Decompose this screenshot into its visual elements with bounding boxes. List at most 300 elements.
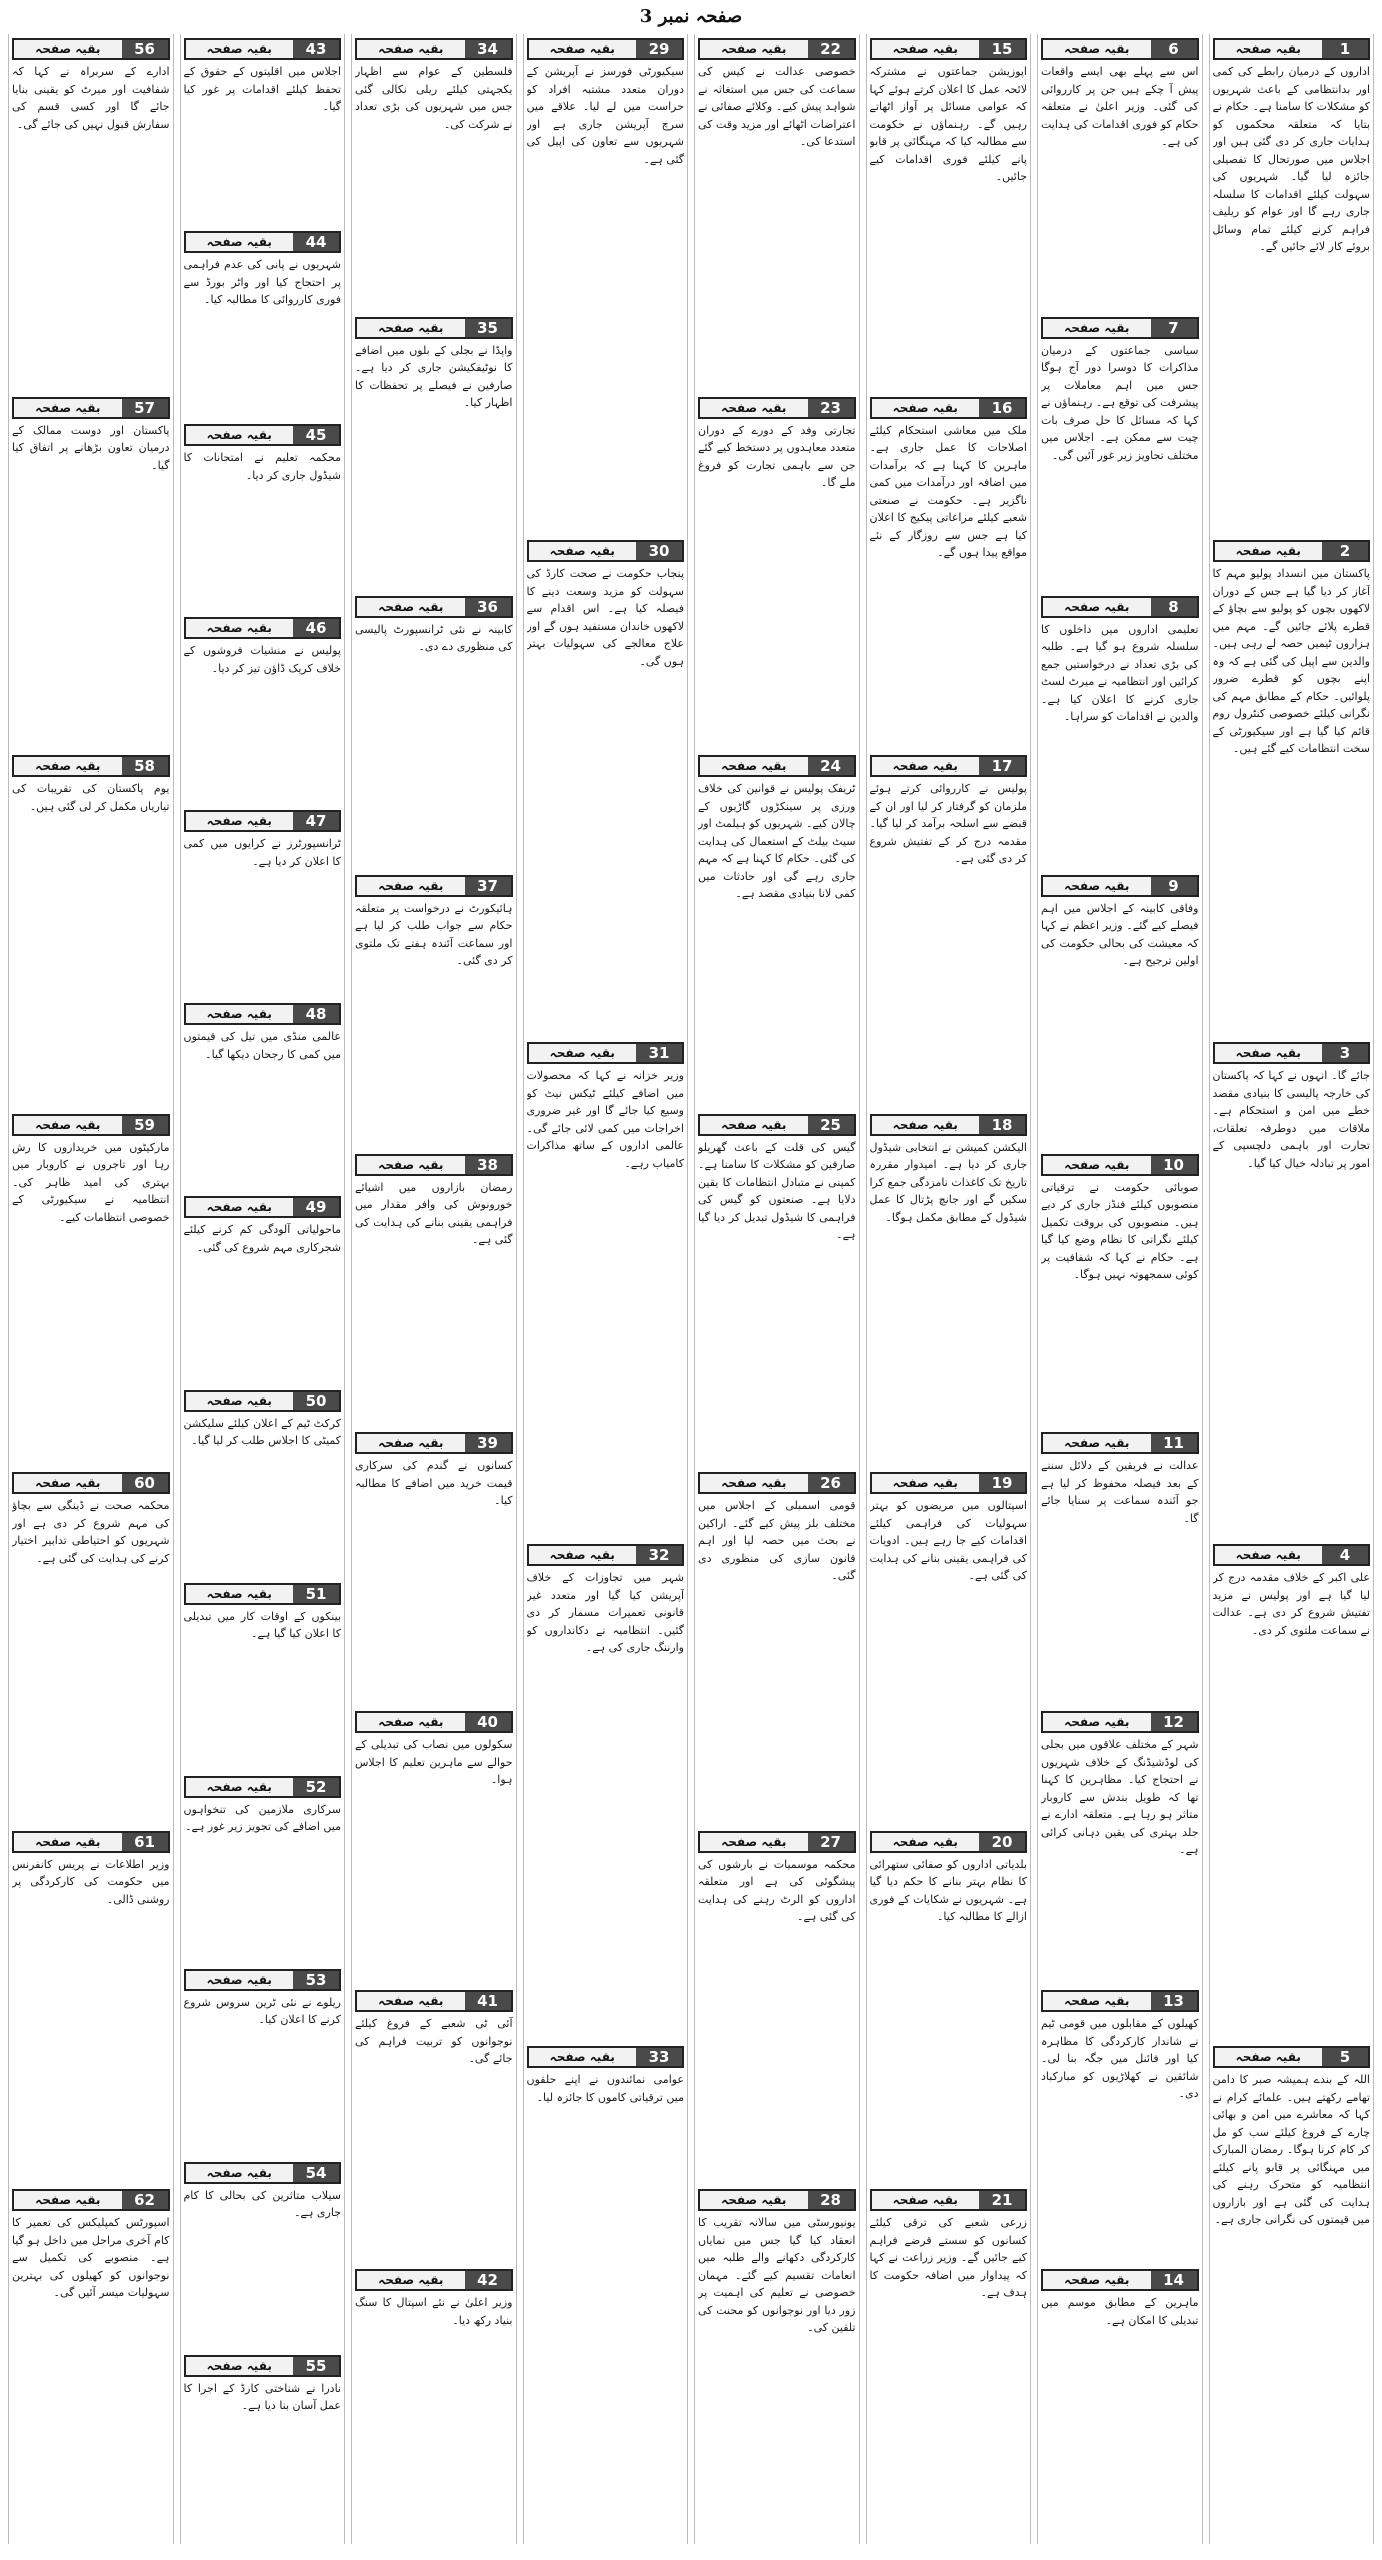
item-header — [184, 38, 342, 60]
news-column — [180, 34, 346, 2544]
item-label: بقیہ صفحہ — [700, 40, 808, 58]
news-item — [184, 1579, 342, 1772]
item-header — [355, 875, 513, 897]
item-body: کابینہ نے نئی ٹرانسپورٹ پالیسی کی منظوری دے دی۔ — [355, 622, 513, 654]
item-body: پاکستان اور دوست ممالک کے درمیان تعاون بڑھانے پر اتفاق کیا گیا۔ — [12, 423, 170, 472]
item-label: بقیہ صفحہ — [357, 319, 465, 337]
item-body: نادرا نے شناختی کارڈ کے اجرا کا عمل آسان بنا دیا ہے۔ — [183, 2381, 341, 2413]
item-label: بقیہ صفحہ — [1043, 2271, 1151, 2289]
item-number: 28 — [808, 2191, 854, 2209]
news-item — [527, 34, 685, 536]
item-body: رمضان بازاروں میں اشیائے خورونوش کی وافر مقدار میں فراہمی یقینی بنانے کی ہدایت کی گئی ہے۔ — [355, 1180, 513, 1247]
item-label: بقیہ صفحہ — [14, 40, 122, 58]
item-body: بینکوں کے اوقات کار میں تبدیلی کا اعلان کیا گیا ہے۔ — [183, 1609, 341, 1641]
item-header — [12, 1831, 170, 1853]
item-number: 49 — [293, 1198, 339, 1216]
item-header — [1213, 1042, 1371, 1064]
item-body: کسانوں نے گندم کی سرکاری قیمت خرید میں اضافے کا مطالبہ کیا۔ — [355, 1459, 513, 1508]
item-body: اللہ کے بندے ہمیشہ صبر کا دامن تھامے رکھتے ہیں۔ علمائے کرام نے کہا کہ معاشرے میں امن و بھائی چارے کے فروغ کیلئے سب کو مل کر کام کرنا ہوگا۔ رمضان المبارک میں مہنگائی پر قابو پانے کیلئے انتظامیہ کو متحرک رہنے کی ہدایت کی گئی ہے اور بازاروں میں قیمتوں کی نگرانی جاری ہے۔ — [1212, 2073, 1370, 2226]
item-body: الیکشن کمیشن نے انتخابی شیڈول جاری کر دیا ہے۔ امیدوار مقررہ تاریخ تک کاغذات نامزدگی جمع کرا سکیں گے اور جانچ پڑتال کا عمل شیڈول کے مطابق مکمل ہوگا۔ — [869, 1140, 1027, 1224]
item-body: صوبائی حکومت نے ترقیاتی منصوبوں کیلئے فنڈز جاری کر دیے ہیں۔ منصوبوں کی بروقت تکمیل کیلئے نگرانی کا نظام وضع کیا گیا ہے۔ حکام نے کہا کہ شفافیت پر کوئی سمجھوتہ نہیں ہوگا۔ — [1041, 1180, 1199, 1282]
item-header — [1041, 317, 1199, 339]
news-item — [1041, 2265, 1199, 2544]
item-header — [184, 231, 342, 253]
item-body: اپوزیشن جماعتوں نے مشترکہ لائحہ عمل کا اعلان کرتے ہوئے کہا کہ عوامی مسائل پر آواز اٹھاتے رہیں گے۔ رہنماؤں نے حکومت سے مطالبہ کیا کہ مہنگائی پر قابو پانے کیلئے فوری اقدامات کیے جائیں۔ — [869, 65, 1027, 183]
item-label: بقیہ صفحہ — [357, 598, 465, 616]
news-column — [866, 34, 1032, 2544]
news-item — [12, 393, 170, 752]
item-header — [355, 38, 513, 60]
news-item — [870, 2185, 1028, 2544]
item-number: 22 — [808, 40, 854, 58]
item-label: بقیہ صفحہ — [872, 1474, 980, 1492]
item-label: بقیہ صفحہ — [14, 2191, 122, 2209]
item-number: 19 — [979, 1474, 1025, 1492]
news-item — [1041, 313, 1199, 592]
item-header — [870, 755, 1028, 777]
item-header — [1041, 1432, 1199, 1454]
item-label: بقیہ صفحہ — [872, 1116, 980, 1134]
news-item — [355, 1986, 513, 2265]
item-body: سیلاب متاثرین کی بحالی کا کام جاری ہے۔ — [183, 2188, 341, 2220]
news-item — [184, 613, 342, 806]
item-body: سرکاری ملازمین کی تنخواہوں میں اضافے کی تجویز زیر غور ہے۔ — [183, 1802, 341, 1834]
item-label: بقیہ صفحہ — [1043, 319, 1151, 337]
news-item — [355, 592, 513, 871]
item-body: پاکستان میں انسداد پولیو مہم کا آغاز کر دیا گیا ہے جس کے دوران لاکھوں بچوں کو پولیو سے بچاؤ کے قطرے پلائے جائیں گے۔ مہم میں ہزاروں ٹیمیں حصہ لے رہی ہیں۔ والدین سے اپیل کی گئی ہے کہ وہ اپنے بچوں کو قطرے ضرور پلوائیں۔ حکام کے مطابق مہم کی نگرانی کیلئے خصوصی کنٹرول روم قائم کیا گیا ہے اور سیکیورٹی کے سخت انتظامات کیے گئے ہیں۔ — [1212, 567, 1370, 755]
item-number: 16 — [979, 399, 1025, 417]
item-body: سکولوں میں نصاب کی تبدیلی کے حوالے سے ماہرین تعلیم کا اجلاس ہوا۔ — [355, 1738, 513, 1787]
item-number: 55 — [293, 2357, 339, 2375]
item-header — [698, 38, 856, 60]
item-label: بقیہ صفحہ — [357, 1713, 465, 1731]
news-item — [184, 227, 342, 420]
item-label: بقیہ صفحہ — [700, 399, 808, 417]
item-number: 1 — [1322, 40, 1368, 58]
item-body: پنجاب حکومت نے صحت کارڈ کی سہولت کو مزید وسعت دینے کا فیصلہ کیا ہے۔ اس اقدام سے لاکھوں خاندان مستفید ہوں گے اور علاج معالجے کی سہولیات بہتر ہوں گی۔ — [526, 567, 684, 668]
item-body: ہائیکورٹ نے درخواست پر متعلقہ حکام سے جواب طلب کر لیا ہے اور سماعت آئندہ ہفتے تک ملتوی کر دی گئی۔ — [355, 901, 513, 968]
item-header — [12, 397, 170, 419]
news-item — [870, 34, 1028, 393]
item-body: محکمہ موسمیات نے بارشوں کی پیشگوئی کی ہے اور متعلقہ اداروں کو الرٹ رہنے کی ہدایت کی گئی ہے۔ — [698, 1857, 856, 1924]
item-number: 14 — [1151, 2271, 1197, 2289]
news-item — [1041, 871, 1199, 1150]
item-header — [527, 1544, 685, 1566]
news-item — [1213, 1038, 1371, 1540]
item-number: 41 — [465, 1992, 511, 2010]
item-body: محکمہ صحت نے ڈینگی سے بچاؤ کی مہم شروع کر دی ہے اور شہریوں کو احتیاطی تدابیر اختیار کرنے کی ہدایت کی گئی ہے۔ — [12, 1499, 170, 1565]
item-label: بقیہ صفحہ — [186, 1585, 294, 1603]
item-body: تعلیمی اداروں میں داخلوں کا سلسلہ شروع ہو گیا ہے۔ طلبہ کی بڑی تعداد نے درخواستیں جمع کرائیں اور انتظامیہ نے میرٹ لسٹ جاری کرنے کا اعلان کیا ہے۔ والدین نے اقدامات کو سراہا۔ — [1041, 622, 1199, 724]
item-body: ماہرین کے مطابق موسم میں تبدیلی کا امکان ہے۔ — [1041, 2296, 1199, 2327]
news-item — [1041, 1707, 1199, 1986]
news-item — [12, 751, 170, 1110]
item-label: بقیہ صفحہ — [14, 1474, 122, 1492]
news-item — [1041, 1428, 1199, 1707]
item-body: سیکیورٹی فورسز نے آپریشن کے دوران متعدد مشتبہ افراد کو حراست میں لے لیا۔ علاقے میں سرچ آپریشن جاری ہے اور شہریوں سے تعاون کی اپیل کی گئی ہے۔ — [526, 65, 684, 166]
news-item — [184, 1386, 342, 1579]
item-body: شہر کے مختلف علاقوں میں بجلی کی لوڈشیڈنگ کے خلاف شہریوں نے احتجاج کیا۔ مظاہرین کا کہنا تھا کہ طویل بندش سے کاروبار متاثر ہو رہا ہے۔ متعلقہ ادارے نے جلد بہتری کی یقین دہانی کرائی ہے۔ — [1041, 1738, 1199, 1857]
item-number: 34 — [465, 40, 511, 58]
item-header — [698, 755, 856, 777]
item-number: 25 — [808, 1116, 854, 1134]
item-label: بقیہ صفحہ — [186, 1392, 294, 1410]
item-label: بقیہ صفحہ — [1043, 1713, 1151, 1731]
news-item — [1213, 1540, 1371, 2042]
news-column — [1037, 34, 1203, 2544]
item-label: بقیہ صفحہ — [14, 1116, 122, 1134]
item-body: ریلوے نے نئی ٹرین سروس شروع کرنے کا اعلان کیا۔ — [183, 1995, 341, 2027]
item-label: بقیہ صفحہ — [1043, 877, 1151, 895]
news-item — [527, 1038, 685, 1540]
news-item — [698, 34, 856, 393]
news-item — [355, 1707, 513, 1986]
item-body: اسپتالوں میں مریضوں کو بہتر سہولیات کی فراہمی کیلئے اقدامات کیے جا رہے ہیں۔ ادویات کی فراہمی یقینی بنانے کی ہدایت کی گئی ہے۔ — [869, 1499, 1027, 1583]
item-label: بقیہ صفحہ — [700, 1116, 808, 1134]
columns-container — [8, 34, 1374, 2544]
item-header — [698, 1114, 856, 1136]
item-label: بقیہ صفحہ — [1043, 598, 1151, 616]
news-item — [1213, 2042, 1371, 2544]
news-item — [184, 420, 342, 613]
item-label: بقیہ صفحہ — [14, 1833, 122, 1851]
item-number: 11 — [1151, 1434, 1197, 1452]
item-label: بقیہ صفحہ — [529, 542, 637, 560]
item-label: بقیہ صفحہ — [14, 757, 122, 775]
item-label: بقیہ صفحہ — [186, 1198, 294, 1216]
item-header — [355, 317, 513, 339]
item-header — [527, 2046, 685, 2068]
item-body: وزیر اعلیٰ نے نئے اسپتال کا سنگ بنیاد رکھ دیا۔ — [355, 2296, 513, 2327]
item-number: 24 — [808, 757, 854, 775]
item-number: 45 — [293, 426, 339, 444]
news-item — [698, 751, 856, 1110]
item-header — [184, 424, 342, 446]
item-number: 51 — [293, 1585, 339, 1603]
item-header — [698, 1831, 856, 1853]
item-header — [527, 1042, 685, 1064]
news-item — [184, 2158, 342, 2351]
item-number: 32 — [636, 1546, 682, 1564]
item-number: 62 — [122, 2191, 168, 2209]
item-label: بقیہ صفحہ — [700, 2191, 808, 2209]
item-label: بقیہ صفحہ — [1043, 40, 1151, 58]
news-item — [184, 1965, 342, 2158]
item-number: 3 — [1322, 1044, 1368, 1062]
item-number: 37 — [465, 877, 511, 895]
item-body: محکمہ تعلیم نے امتحانات کا شیڈول جاری کر دیا۔ — [183, 451, 341, 482]
item-number: 46 — [293, 619, 339, 637]
item-header — [355, 596, 513, 618]
news-item — [355, 2265, 513, 2544]
item-number: 59 — [122, 1116, 168, 1134]
item-number: 13 — [1151, 1992, 1197, 2010]
item-body: کھیلوں کے مقابلوں میں قومی ٹیم نے شاندار کارکردگی کا مظاہرہ کیا اور فائنل میں جگہ بنا لی۔ شائقین نے کھلاڑیوں کو مبارکباد دی۔ — [1041, 2017, 1199, 2101]
news-item — [698, 393, 856, 752]
news-item — [12, 2185, 170, 2544]
item-number: 50 — [293, 1392, 339, 1410]
item-body: جائے گا۔ انہوں نے کہا کہ پاکستان کی خارجہ پالیسی کا بنیادی مقصد خطے میں امن و استحکام ہے۔ ملاقات میں دوطرفہ تعلقات، تجارت اور باہمی دلچسپی کے امور پر تبادلہ خیال کیا گیا۔ — [1212, 1069, 1370, 1170]
item-header — [184, 1003, 342, 1025]
news-column — [8, 34, 174, 2544]
item-body: پولیس نے کارروائی کرتے ہوئے ملزمان کو گرفتار کر لیا اور ان کے قبضے سے اسلحہ برآمد کر لیا گیا۔ مقدمہ درج کر کے تفتیش شروع کر دی گئی ہے۔ — [869, 782, 1027, 866]
item-header — [184, 1969, 342, 1991]
item-body: قومی اسمبلی کے اجلاس میں مختلف بلز پیش کیے گئے۔ اراکین نے بحث میں حصہ لیا اور اہم قانون سازی کی منظوری دی گئی۔ — [698, 1499, 856, 1583]
item-header — [12, 1472, 170, 1494]
news-item — [870, 1468, 1028, 1827]
item-number: 54 — [293, 2164, 339, 2182]
news-item — [527, 1540, 685, 2042]
item-number: 47 — [293, 812, 339, 830]
item-label: بقیہ صفحہ — [186, 2357, 294, 2375]
item-header — [1213, 38, 1371, 60]
item-body: فلسطین کے عوام سے اظہار یکجہتی کیلئے ریلی نکالی گئی جس میں شہریوں کی بڑی تعداد نے شرکت کی۔ — [355, 65, 513, 131]
item-header — [184, 1196, 342, 1218]
item-header — [1041, 596, 1199, 618]
item-label: بقیہ صفحہ — [357, 1992, 465, 2010]
item-label: بقیہ صفحہ — [186, 40, 294, 58]
item-number: 58 — [122, 757, 168, 775]
news-item — [12, 1110, 170, 1469]
item-number: 2 — [1322, 542, 1368, 560]
item-label: بقیہ صفحہ — [700, 757, 808, 775]
item-label: بقیہ صفحہ — [1215, 1546, 1323, 1564]
item-header — [355, 1432, 513, 1454]
item-header — [12, 2189, 170, 2211]
item-header — [527, 38, 685, 60]
item-body: یونیورسٹی میں سالانہ تقریب کا انعقاد کیا گیا جس میں نمایاں کارکردگی دکھانے والے طلبہ میں انعامات تقسیم کیے گئے۔ مہمان خصوصی نے تعلیم کی اہمیت پر زور دیا اور نوجوانوں کو محنت کی تلقین کی۔ — [698, 2216, 856, 2335]
news-item — [184, 34, 342, 227]
item-number: 38 — [465, 1156, 511, 1174]
item-header — [184, 1583, 342, 1605]
news-item — [184, 999, 342, 1192]
news-item — [698, 1468, 856, 1827]
item-body: ملک میں معاشی استحکام کیلئے اصلاحات کا عمل جاری ہے۔ ماہرین کا کہنا ہے کہ برآمدات میں اضافہ اور درآمدات میں کمی ناگزیر ہے۔ حکومت نے صنعتی شعبے کیلئے مراعاتی پیکیج کا اعلان کیا ہے جس سے روزگار کے نئے مواقع پیدا ہوں گے۔ — [869, 423, 1027, 560]
item-header — [355, 1154, 513, 1176]
item-header — [355, 2269, 513, 2291]
item-label: بقیہ صفحہ — [186, 233, 294, 251]
news-item — [1041, 1986, 1199, 2265]
item-header — [12, 38, 170, 60]
news-item — [527, 536, 685, 1038]
item-number: 31 — [636, 1044, 682, 1062]
item-label: بقیہ صفحہ — [872, 399, 980, 417]
news-item — [1213, 536, 1371, 1038]
item-body: ماحولیاتی آلودگی کم کرنے کیلئے شجرکاری مہم شروع کی گئی۔ — [183, 1223, 341, 1254]
item-label: بقیہ صفحہ — [529, 1044, 637, 1062]
news-item — [12, 34, 170, 393]
item-label: بقیہ صفحہ — [186, 426, 294, 444]
item-body: مارکیٹوں میں خریداروں کا رش رہا اور تاجروں نے کاروبار میں بہتری کی امید ظاہر کی۔ انتظامیہ نے سیکیورٹی کے خصوصی انتظامات کیے۔ — [12, 1140, 170, 1224]
item-header — [184, 1776, 342, 1798]
item-number: 12 — [1151, 1713, 1197, 1731]
item-label: بقیہ صفحہ — [529, 40, 637, 58]
item-label: بقیہ صفحہ — [357, 1434, 465, 1452]
item-number: 42 — [465, 2271, 511, 2289]
item-body: وفاقی کابینہ کے اجلاس میں اہم فیصلے کیے گئے۔ وزیر اعظم نے کہا کہ معیشت کی بحالی حکومت کی اولین ترجیح ہے۔ — [1041, 901, 1199, 968]
item-body: عدالت نے فریقین کے دلائل سننے کے بعد فیصلہ محفوظ کر لیا ہے جو آئندہ سماعت پر سنایا جائے گا۔ — [1041, 1459, 1199, 1525]
item-label: بقیہ صفحہ — [1215, 2048, 1323, 2066]
item-header — [184, 617, 342, 639]
item-body: شہریوں نے پانی کی عدم فراہمی پر احتجاج کیا اور واٹر بورڈ سے فوری کارروائی کا مطالبہ کیا۔ — [183, 258, 341, 307]
item-body: وزیر اطلاعات نے پریس کانفرنس میں حکومت کی کارکردگی پر روشنی ڈالی۔ — [12, 1857, 170, 1906]
item-header — [527, 540, 685, 562]
news-item — [1041, 34, 1199, 313]
item-number: 5 — [1322, 2048, 1368, 2066]
item-body: تجارتی وفد کے دورے کے دوران متعدد معاہدوں پر دستخط کیے گئے جن سے باہمی تجارت کو فروغ ملے گا۔ — [698, 423, 856, 490]
item-label: بقیہ صفحہ — [1043, 1156, 1151, 1174]
item-header — [184, 2355, 342, 2377]
item-header — [184, 810, 342, 832]
item-body: شہر میں تجاوزات کے خلاف آپریشن کیا گیا اور متعدد غیر قانونی تعمیرات مسمار کر دی گئیں۔ انتظامیہ نے دکانداروں کو وارننگ جاری کی ہے۔ — [526, 1571, 684, 1654]
item-header — [1041, 2269, 1199, 2291]
item-header — [1041, 875, 1199, 897]
item-header — [184, 2162, 342, 2184]
item-label: بقیہ صفحہ — [872, 40, 980, 58]
news-item — [698, 1827, 856, 2186]
item-label: بقیہ صفحہ — [186, 619, 294, 637]
news-item — [184, 1772, 342, 1965]
item-label: بقیہ صفحہ — [186, 2164, 294, 2182]
item-header — [870, 1114, 1028, 1136]
news-item — [527, 2042, 685, 2544]
news-column — [351, 34, 517, 2544]
news-column — [1209, 34, 1375, 2544]
item-label: بقیہ صفحہ — [357, 2271, 465, 2289]
news-item — [184, 2351, 342, 2544]
item-body: آئی ٹی شعبے کے فروغ کیلئے نوجوانوں کو تربیت فراہم کی جائے گی۔ — [355, 2017, 513, 2066]
item-header — [870, 1831, 1028, 1853]
item-header — [870, 38, 1028, 60]
item-header — [870, 1472, 1028, 1494]
item-number: 48 — [293, 1005, 339, 1023]
news-item — [1041, 1150, 1199, 1429]
item-number: 36 — [465, 598, 511, 616]
news-item — [12, 1468, 170, 1827]
item-body: کرکٹ ٹیم کے اعلان کیلئے سلیکشن کمیٹی کا اجلاس طلب کر لیا گیا۔ — [183, 1416, 341, 1448]
item-number: 53 — [293, 1971, 339, 1989]
item-number: 10 — [1151, 1156, 1197, 1174]
news-item — [355, 313, 513, 592]
item-header — [870, 2189, 1028, 2211]
item-number: 44 — [293, 233, 339, 251]
item-number: 17 — [979, 757, 1025, 775]
item-label: بقیہ صفحہ — [700, 1474, 808, 1492]
item-header — [1213, 1544, 1371, 1566]
page-title: صفحہ نمبر 3 — [639, 6, 743, 27]
item-number: 52 — [293, 1778, 339, 1796]
item-number: 57 — [122, 399, 168, 417]
news-item — [355, 871, 513, 1150]
item-label: بقیہ صفحہ — [186, 1778, 294, 1796]
item-body: سیاسی جماعتوں کے درمیان مذاکرات کا دوسرا دور آج ہوگا جس میں اہم معاملات پر پیشرفت کی توقع ہے۔ رہنماؤں نے کہا کہ مسائل کا حل صرف بات چیت سے ممکن ہے۔ اجلاس میں مختلف تجاویز زیر غور آئیں گی۔ — [1041, 343, 1199, 462]
item-body: یوم پاکستان کی تقریبات کی تیاریاں مکمل کر لی گئی ہیں۔ — [12, 782, 170, 813]
item-header — [355, 1990, 513, 2012]
item-label: بقیہ صفحہ — [186, 1971, 294, 1989]
news-item — [870, 751, 1028, 1110]
item-body: ٹریفک پولیس نے قوانین کی خلاف ورزی پر سینکڑوں گاڑیوں کے چالان کیے۔ شہریوں کو ہیلمٹ اور سیٹ بیلٹ کے استعمال کی ہدایت کی گئی۔ حکام کا کہنا ہے کہ مہم جاری رہے گی اور حادثات میں کمی لانا بنیادی مقصد ہے۔ — [698, 782, 856, 901]
item-label: بقیہ صفحہ — [186, 1005, 294, 1023]
news-item — [12, 1827, 170, 2186]
news-column — [694, 34, 860, 2544]
item-number: 40 — [465, 1713, 511, 1731]
item-header — [12, 1114, 170, 1136]
news-item — [184, 1192, 342, 1385]
item-label: بقیہ صفحہ — [14, 399, 122, 417]
item-body: بلدیاتی اداروں کو صفائی ستھرائی کا نظام بہتر بنانے کا حکم دیا گیا ہے۔ شہریوں نے شکایات کے فوری ازالے کا مطالبہ کیا۔ — [869, 1857, 1027, 1924]
item-body: عوامی نمائندوں نے اپنے حلقوں میں ترقیاتی کاموں کا جائزہ لیا۔ — [526, 2073, 684, 2104]
item-body: وزیر خزانہ نے کہا کہ محصولات میں اضافے کیلئے ٹیکس نیٹ کو وسیع کیا جائے گا اور غیر ضروری اخراجات میں کمی لائی جائے گی۔ عالمی اداروں کے ساتھ مذاکرات کامیاب رہے۔ — [526, 1069, 684, 1170]
item-number: 23 — [808, 399, 854, 417]
item-header — [698, 1472, 856, 1494]
item-header — [12, 755, 170, 777]
news-item — [870, 1110, 1028, 1469]
news-item — [1213, 34, 1371, 536]
news-item — [355, 1428, 513, 1707]
item-number: 43 — [293, 40, 339, 58]
news-item — [870, 393, 1028, 752]
item-header — [698, 397, 856, 419]
item-number: 30 — [636, 542, 682, 560]
item-header — [1041, 1711, 1199, 1733]
item-number: 61 — [122, 1833, 168, 1851]
item-number: 35 — [465, 319, 511, 337]
item-body: علی اکبر کے خلاف مقدمہ درج کر لیا گیا ہے اور پولیس نے مزید تفتیش شروع کر دی ہے۔ عدالت نے سماعت ملتوی کر دی۔ — [1212, 1571, 1370, 1637]
news-column — [523, 34, 689, 2544]
item-label: بقیہ صفحہ — [700, 1833, 808, 1851]
item-number: 29 — [636, 40, 682, 58]
item-number: 18 — [979, 1116, 1025, 1134]
page-header — [8, 6, 1374, 34]
item-header — [698, 2189, 856, 2211]
item-number: 56 — [122, 40, 168, 58]
news-item — [355, 34, 513, 313]
item-label: بقیہ صفحہ — [357, 877, 465, 895]
item-label: بقیہ صفحہ — [872, 757, 980, 775]
item-label: بقیہ صفحہ — [1215, 542, 1323, 560]
item-label: بقیہ صفحہ — [1043, 1992, 1151, 2010]
item-number: 7 — [1151, 319, 1197, 337]
item-body: اجلاس میں اقلیتوں کے حقوق کے تحفظ کیلئے اقدامات پر غور کیا گیا۔ — [183, 65, 341, 113]
item-body: ادارے کے سربراہ نے کہا کہ شفافیت اور میرٹ کو یقینی بنایا جائے گا اور کسی قسم کی سفارش قبول نہیں کی جائے گی۔ — [12, 65, 170, 131]
item-label: بقیہ صفحہ — [1215, 40, 1323, 58]
item-number: 4 — [1322, 1546, 1368, 1564]
item-label: بقیہ صفحہ — [1043, 1434, 1151, 1452]
item-number: 27 — [808, 1833, 854, 1851]
item-body: عالمی منڈی میں تیل کی قیمتوں میں کمی کا رجحان دیکھا گیا۔ — [183, 1030, 341, 1061]
item-body: اداروں کے درمیان رابطے کی کمی اور بدانتظامی کے باعث شہریوں کو مشکلات کا سامنا ہے۔ حکام نے بتایا کہ متعلقہ محکموں کو ہدایات جاری کر دی گئی ہیں اور اجلاس میں صورتحال کا تفصیلی جائزہ لیا گیا۔ شہریوں کی سہولت کیلئے اقدامات کا سلسلہ جاری رہے گا اور عوام کو ریلیف فراہم کرنے کیلئے تمام وسائل بروئے کار لائے جائیں گے۔ — [1212, 65, 1370, 253]
news-item — [1041, 592, 1199, 871]
item-label: بقیہ صفحہ — [1215, 1044, 1323, 1062]
item-body: اس سے پہلے بھی ایسے واقعات پیش آ چکے ہیں جن پر کارروائی کی گئی۔ وزیر اعلیٰ نے متعلقہ حکام کو فوری اقدامات کی ہدایت کی ہے۔ — [1041, 65, 1199, 148]
news-item — [870, 1827, 1028, 2186]
item-number: 9 — [1151, 877, 1197, 895]
item-header — [1213, 540, 1371, 562]
item-number: 26 — [808, 1474, 854, 1492]
item-header — [870, 397, 1028, 419]
news-item — [698, 2185, 856, 2544]
item-body: پولیس نے منشیات فروشوں کے خلاف کریک ڈاؤن تیز کر دیا۔ — [183, 644, 341, 675]
item-label: بقیہ صفحہ — [529, 1546, 637, 1564]
item-number: 60 — [122, 1474, 168, 1492]
item-number: 39 — [465, 1434, 511, 1452]
news-item — [355, 1150, 513, 1429]
item-label: بقیہ صفحہ — [357, 1156, 465, 1174]
item-body: زرعی شعبے کی ترقی کیلئے کسانوں کو سستے قرضے فراہم کیے جائیں گے۔ وزیر زراعت نے کہا کہ پیداوار میں اضافہ حکومت کا ہدف ہے۔ — [869, 2216, 1027, 2300]
item-label: بقیہ صفحہ — [872, 1833, 980, 1851]
item-number: 8 — [1151, 598, 1197, 616]
item-label: بقیہ صفحہ — [357, 40, 465, 58]
